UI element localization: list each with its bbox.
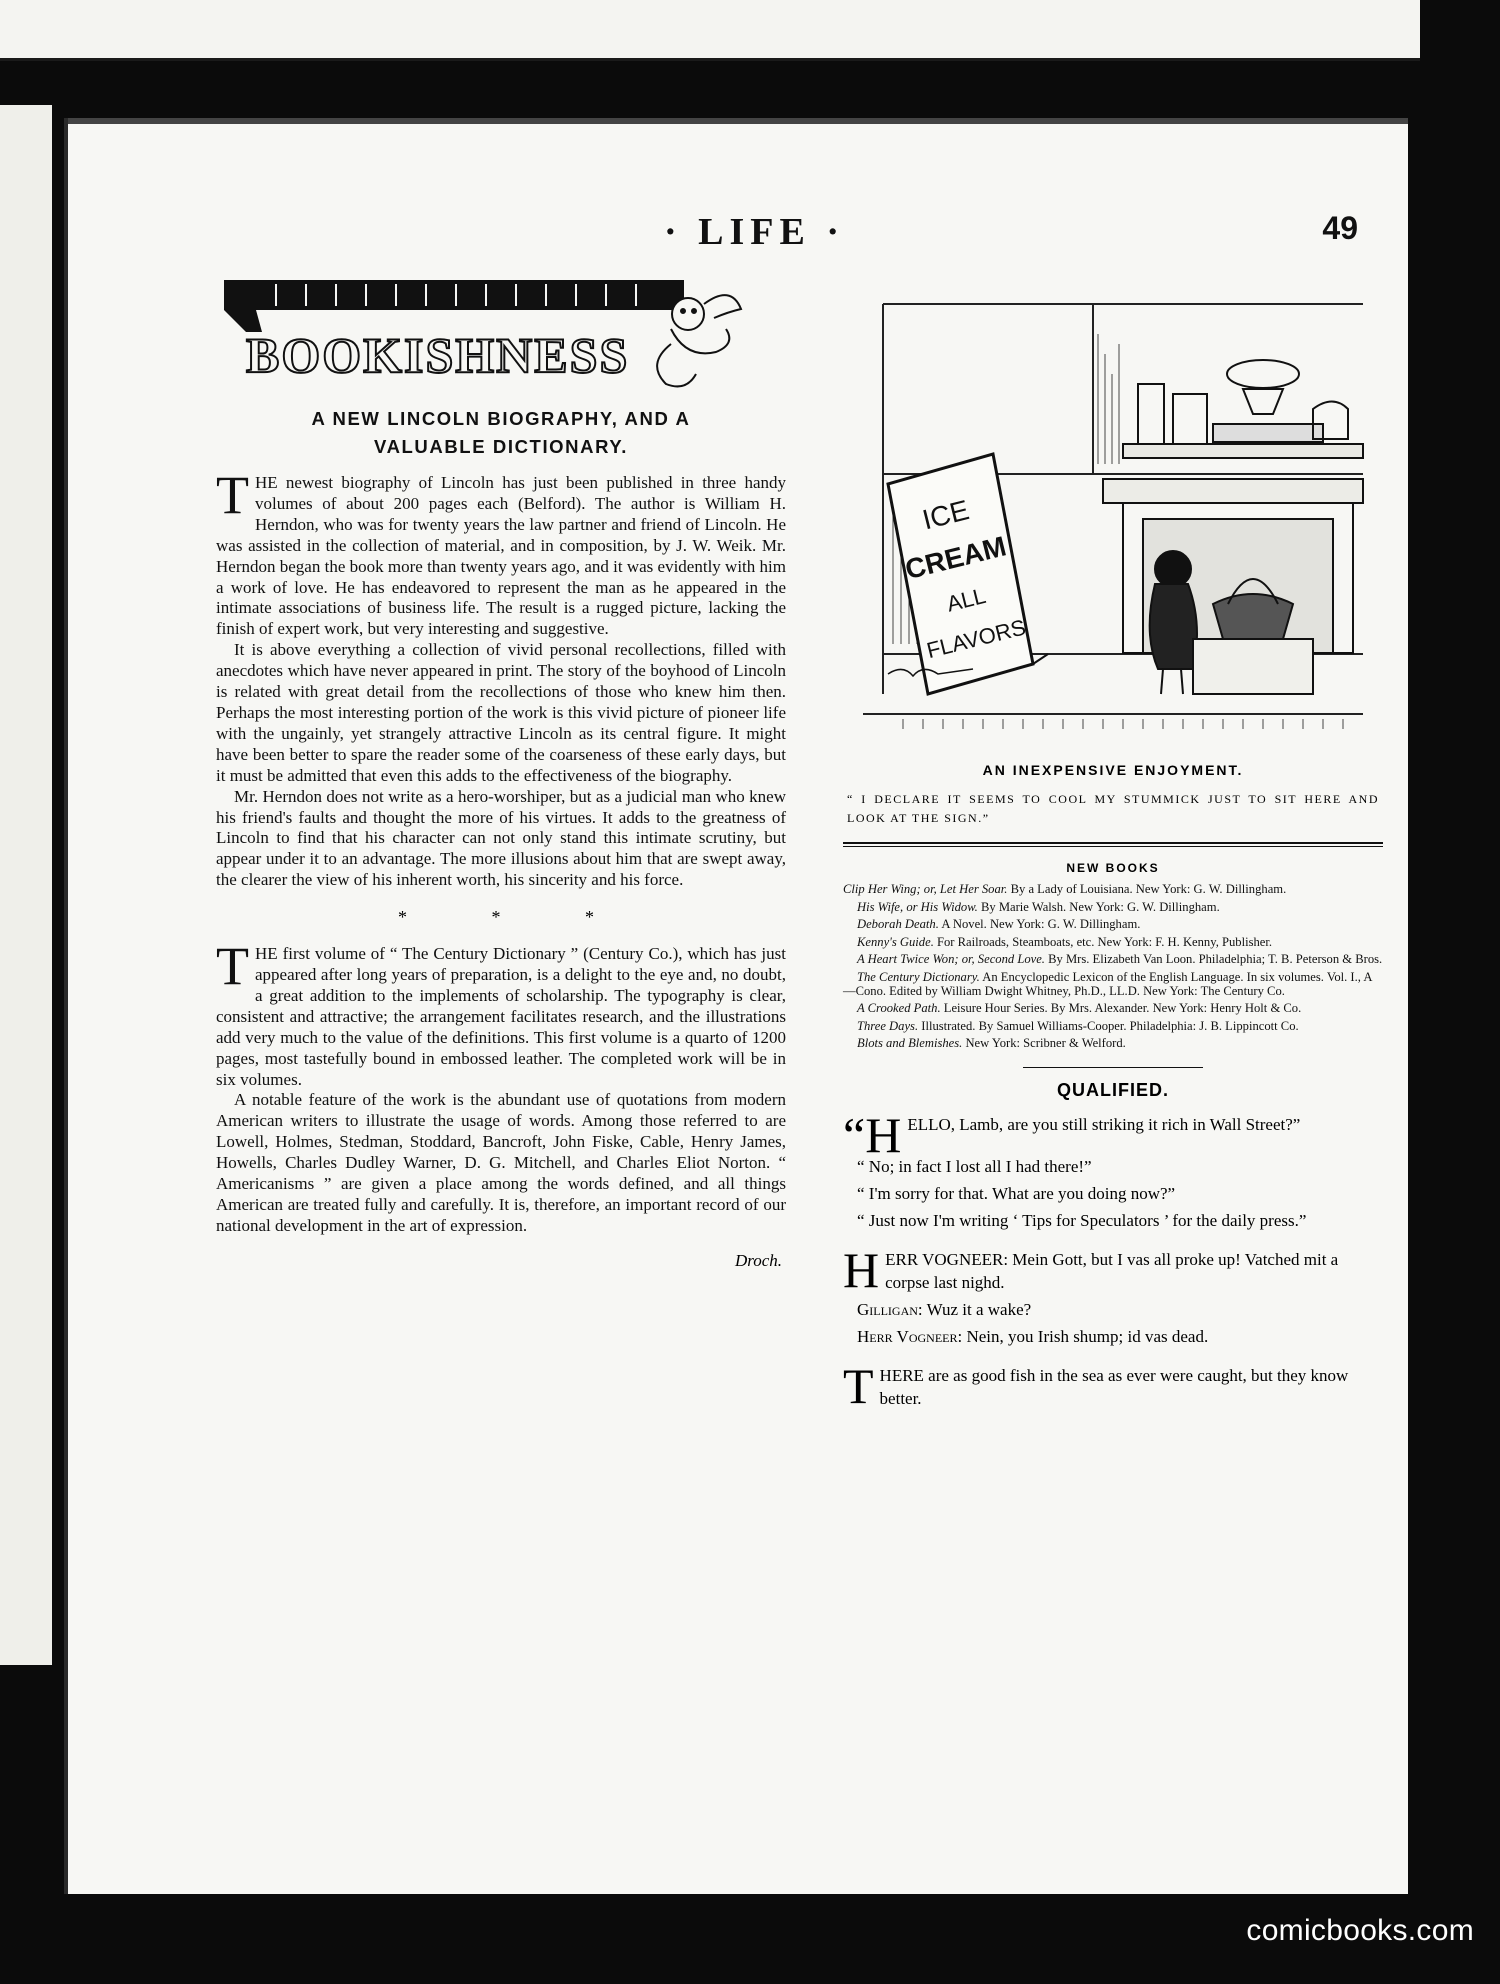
book-title: The Century Dictionary.: [857, 969, 980, 984]
joke-2-line-3: [843, 1325, 1383, 1348]
book-entry: [843, 971, 1383, 998]
review-paragraph-1: [216, 465, 786, 640]
drop-cap: T: [216, 465, 249, 525]
book-title: Blots and Blemishes.: [857, 1036, 963, 1051]
new-books-list: [843, 883, 1383, 1051]
speaker: Gilligan:: [857, 1299, 923, 1319]
book-title: Deborah Death.: [857, 917, 939, 932]
book-details: An Encyclopedic Lexicon of the English Language. In six volumes. Vol. I., A—Cono. Edited by William Dwight Whitney, Ph.D., LL.D. New York: The Century Co.: [843, 969, 1373, 998]
drop-cap: T: [843, 1357, 874, 1414]
book-title: Three Days.: [857, 1018, 919, 1033]
joke-1-line-2: “ No; in fact I lost all I had there!”: [857, 1156, 1092, 1176]
book-entry: [843, 953, 1383, 967]
book-title: Kenny's Guide.: [857, 934, 934, 949]
open-quote: “: [843, 1106, 866, 1163]
joke-2-line-1: [843, 1241, 1383, 1298]
joke-1-line-4: “ Just now I'm writing ‘ Tips for Speculators ’ for the daily press.”: [857, 1210, 1307, 1230]
book-entry: [843, 918, 1383, 932]
joke-1-line-1: [843, 1106, 1383, 1163]
dialogue: Nein, you Irish shump; id vas dead.: [966, 1326, 1209, 1346]
review-paragraph-5: A notable feature of the work is the abundant use of quotations from modern American writers to illustrate the usage of words. Among those referred to are Lowell, Holmes, Stedman, Stoddard, Bancroft, John Fiske, Cable, Henry James, Howells, Charles Dudley Warner, D. G. Mitchell, and Charles Eliot Norton. “ Americanisms ” are given a place among the words defined, and all things American are treated fully and carefully. It is, therefore, an important record of our national development in the art of expression.: [216, 1090, 786, 1235]
book-details: By Mrs. Elizabeth Van Loon. Philadelphia; T. B. Peterson & Bros.: [1048, 952, 1383, 967]
review-paragraph-4: [216, 936, 786, 1090]
site-watermark: comicbooks.com: [1246, 1914, 1474, 1947]
book-title: A Heart Twice Won; or, Second Love.: [857, 952, 1045, 967]
book-entry: [843, 901, 1383, 915]
new-books-title: NEW BOOKS: [1066, 861, 1160, 875]
review-paragraph-2: It is above everything a collection of vivid personal recollections, filled with anecdotes which have never appeared in print. The story of the boyhood of Lincoln is related with great detail from the recollections of those who knew him then. Perhaps the most interesting portion of the work is this vivid picture of pioneer life with the ungainly, yet strangely attractive Lincoln as its central figure. It might have been better to spare the reader some of the coarseness of these early days, but it must be admitted that even this adds to the effectiveness of the biography.: [216, 640, 786, 785]
magazine-page: [68, 118, 1408, 1894]
book-title: Clip Her Wing; or, Let Her Soar.: [843, 882, 1008, 896]
speaker: Herr Vogneer:: [857, 1326, 963, 1346]
book-details: For Railroads, Steamboats, etc. New York: F. H. Kenny, Publisher.: [937, 934, 1273, 949]
book-title: His Wife, or His Widow.: [857, 899, 978, 914]
qualified-title: QUALIFIED.: [1057, 1079, 1169, 1100]
book-entry: [843, 1037, 1383, 1051]
joke-text: ERR VOGNEER: Mein Gott, but I vas all proke up! Vatched mit a corpse last nighd.: [885, 1249, 1339, 1292]
joke-text: ELLO, Lamb, are you still striking it rich in Wall Street?”: [907, 1114, 1301, 1134]
drop-cap: H: [843, 1241, 880, 1298]
left-column: [216, 274, 786, 1271]
headline-line-1: A NEW LINCOLN BIOGRAPHY, AND A: [311, 408, 691, 429]
right-column: [843, 274, 1383, 1414]
book-entry: [843, 936, 1383, 950]
headline-line-2: VALUABLE DICTIONARY.: [374, 436, 628, 457]
review-paragraph-3: Mr. Herndon does not write as a hero-worshiper, but as a judicial man who knew his friend's faults and thought the more of his virtues. It adds to the greatness of Lincoln to find that his character can not only stand this intimate scrutiny, but appear under it to an advantage. The more illusions about him that are swept away, the clearer the view of his inherent worth, his sincerity and his force.: [216, 786, 786, 890]
book-details: Illustrated. By Samuel Williams-Cooper. Philadelphia: J. B. Lippincott Co.: [921, 1018, 1299, 1033]
paragraph-text: HE first volume of “ The Century Dictionary ” (Century Co.), which has just appeared after long years of preparation, is a delight to the eye and, no doubt, a great addition to the implements of scholarship. The typography is clear, consistent and attractive; the arrangement facilitates research, and the illustrations add very much to the value of the definitions. This first volume is a quarto of 1200 pages, most tastefully bound in embossed leather. The completed work will be in six volumes.: [216, 944, 786, 1089]
review-headline: [216, 405, 786, 461]
ice-cream-cartoon: [843, 274, 1383, 744]
double-rule: [843, 842, 1383, 847]
dialogue: Wuz it a wake?: [926, 1299, 1032, 1319]
sign-line-2: CREAM: [902, 530, 1010, 586]
section-separator: * * *: [398, 907, 634, 928]
cartoon-caption-title: AN INEXPENSIVE ENJOYMENT.: [982, 762, 1244, 778]
sign-line-3: ALL: [944, 582, 989, 617]
book-details: By Marie Walsh. New York: G. W. Dillingham.: [980, 899, 1220, 914]
banner-text: BOOKISHNESS: [246, 327, 630, 383]
paragraph-text: HE newest biography of Lincoln has just been published in three handy volumes of about 200 pages each (Belford). The author is William H. Herndon, who was for twenty years the law partner and friend of Lincoln. He was assisted in the collection of material, and in composition, by J. W. Weik. Mr. Herndon began the book more than twenty years ago, and it was evidently with him a work of love. He has endeavored to represent the man as he appeared in the intimate associations of business life. The result is a rugged picture, lacking the finish of expert work, but very interesting and suggestive.: [216, 473, 786, 639]
book-entry: [843, 1020, 1383, 1034]
short-rule: [1023, 1067, 1203, 1068]
sign-line-4: FLAVORS: [924, 614, 1029, 664]
joke-1-line-3: “ I'm sorry for that. What are you doing now?”: [857, 1183, 1176, 1203]
joke-text: HERE are as good fish in the sea as ever were caught, but they know better.: [879, 1365, 1349, 1408]
adjacent-page-top-edge: [0, 0, 1420, 61]
sign-line-1: ICE: [919, 494, 973, 536]
book-details: By a Lady of Louisiana. New York: G. W. Dillingham.: [1010, 882, 1287, 896]
book-entry: [843, 883, 1383, 897]
page-number: 49: [1322, 210, 1358, 246]
book-details: A Novel. New York: G. W. Dillingham.: [941, 917, 1141, 932]
bookishness-banner: [216, 274, 746, 399]
adjacent-page-left-edge: [0, 105, 52, 1665]
book-details: New York: Scribner & Welford.: [965, 1036, 1126, 1051]
joke-2-line-2: [843, 1298, 1383, 1321]
author-signature: Droch.: [734, 1250, 782, 1270]
drop-cap-letter: H: [865, 1106, 902, 1163]
masthead: · LIFE ·: [664, 211, 846, 253]
book-entry: [843, 1002, 1383, 1016]
book-title: A Crooked Path.: [857, 1001, 941, 1016]
book-details: Leisure Hour Series. By Mrs. Alexander. New York: Henry Holt & Co.: [943, 1001, 1302, 1016]
cartoon-caption-text: “ I DECLARE IT SEEMS TO COOL MY STUMMICK JUST TO SIT HERE AND LOOK AT THE SIGN.”: [847, 792, 1379, 825]
drop-cap: [843, 1106, 902, 1163]
joke-3: [843, 1357, 1383, 1414]
drop-cap: T: [216, 936, 249, 997]
